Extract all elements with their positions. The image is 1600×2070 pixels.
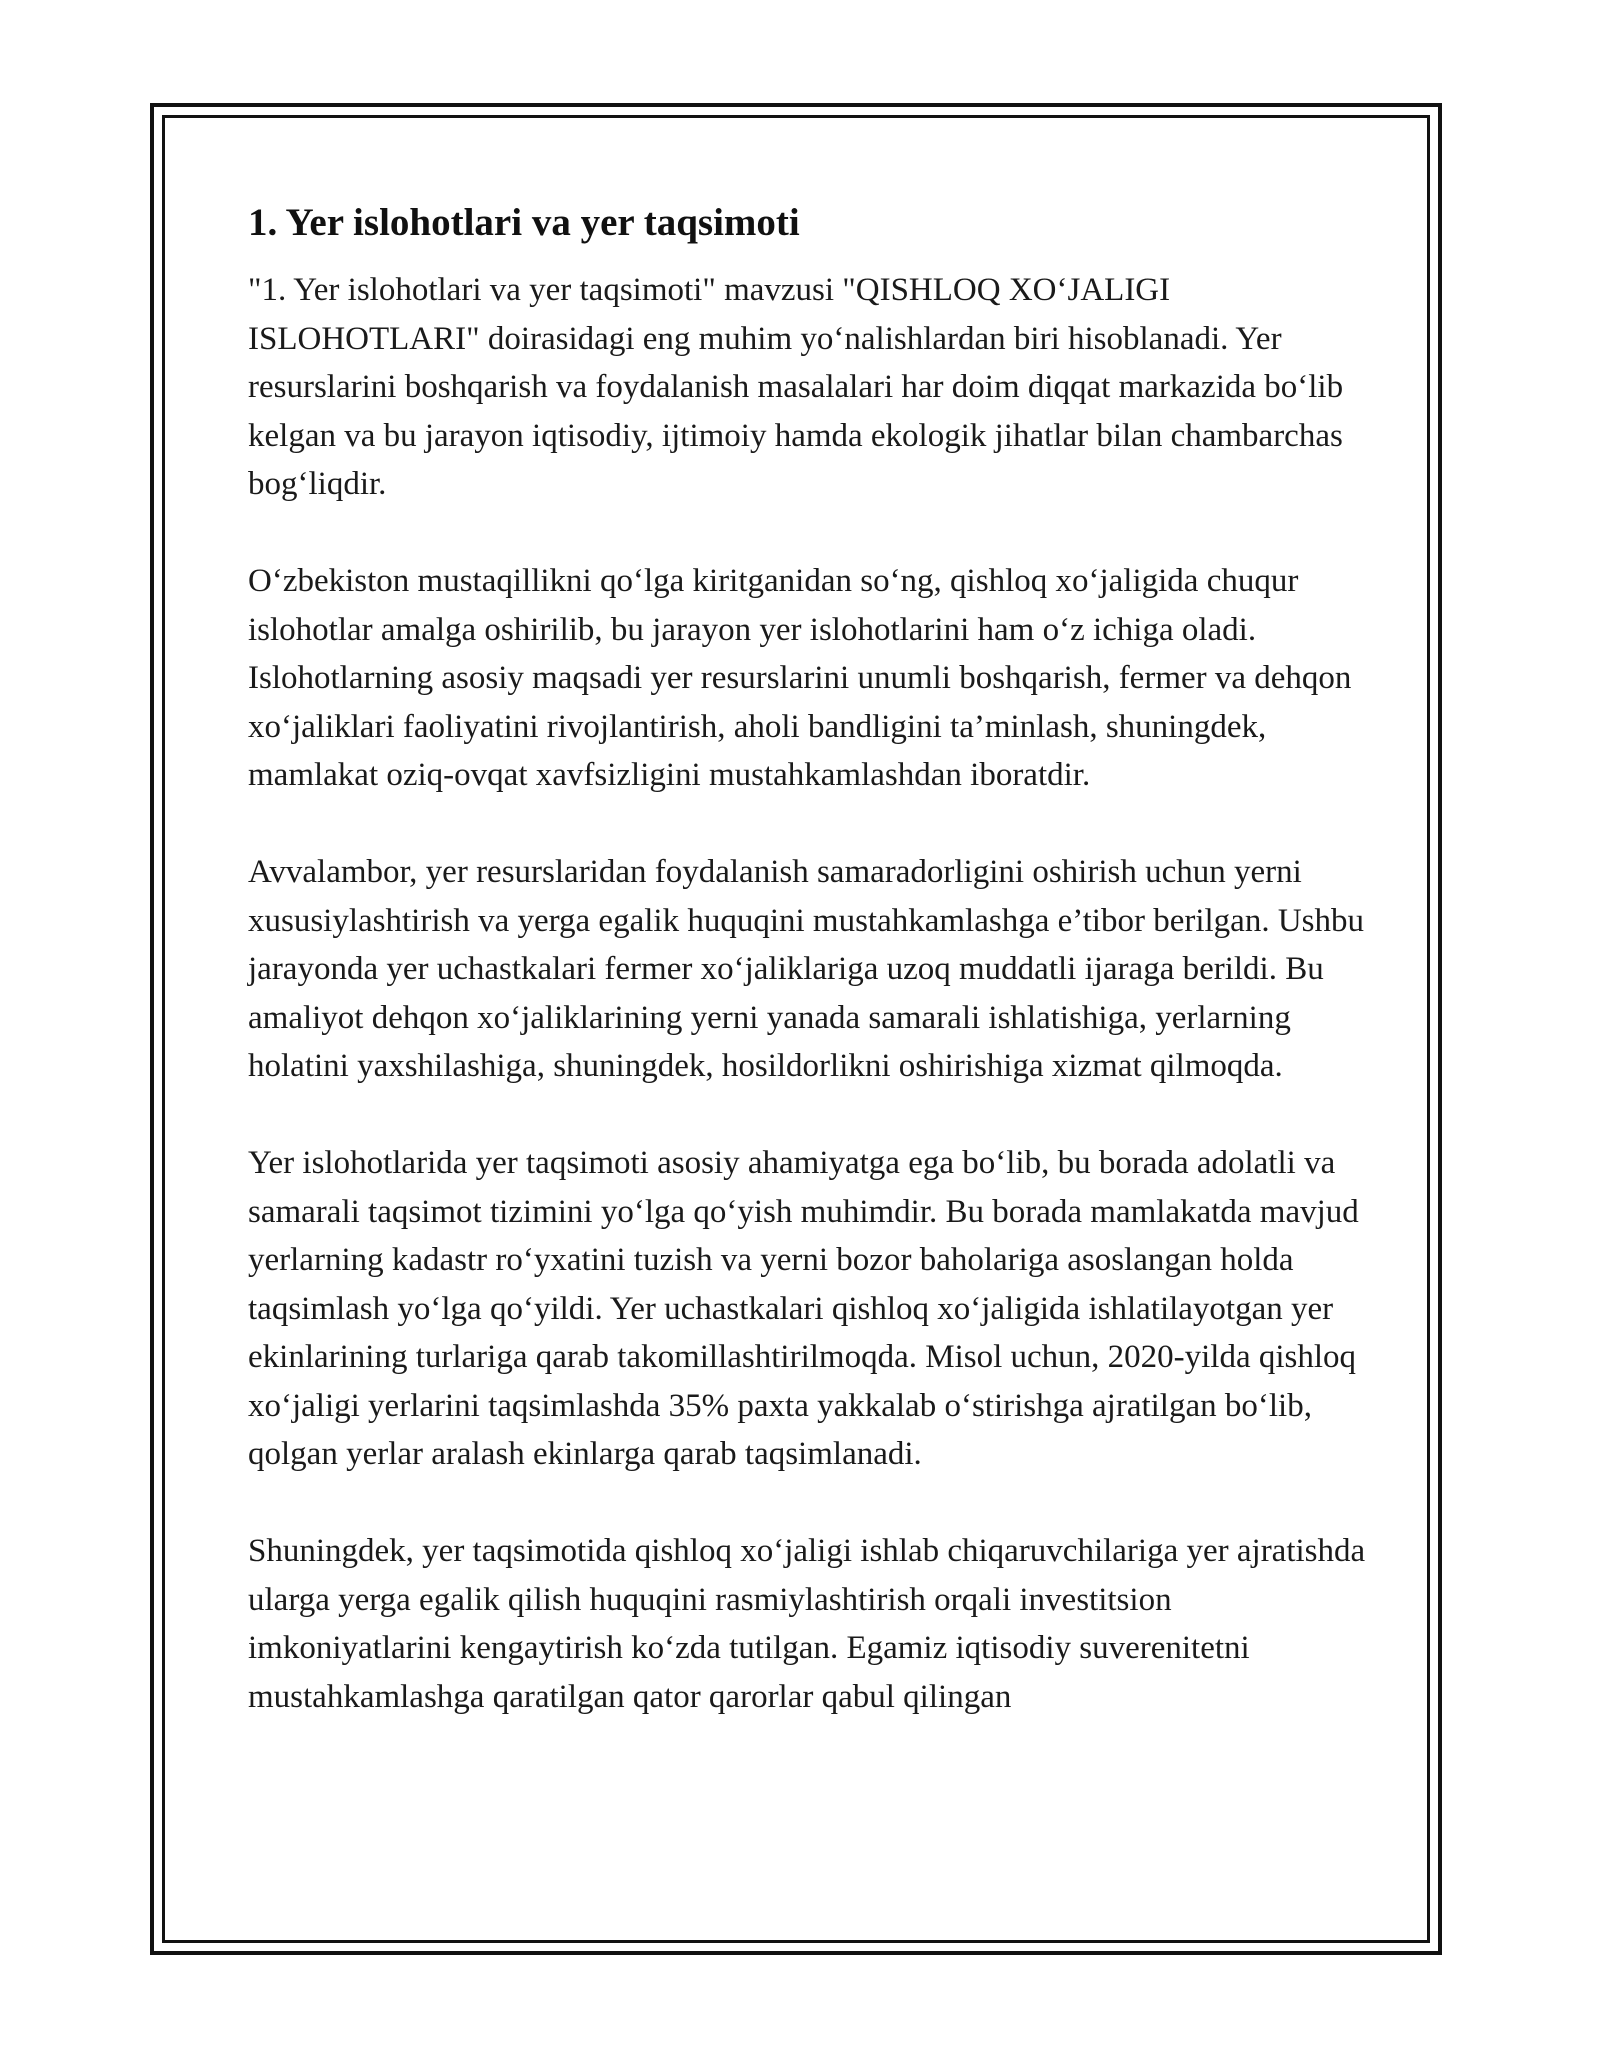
paragraph-3: Avvalambor, yer resurslaridan foydalanish samaradorligini oshirish uchun yerni xususiylashtirish va yerga egalik huquqini mustahkamlashga e’tibor berilgan. Ushbu jarayonda yer uchastkalari fermer xo‘jaliklariga uzoq muddatli ijaraga berildi. Bu amaliyot dehqon xo‘jaliklarining yerni yanada samarali ishlatishiga, yerlarning holatini yaxshilashiga, shuningdek, hosildorlikni oshirishiga xizmat qilmoqda. [248, 854, 1365, 1084]
paragraph-1: "1. Yer islohotlari va yer taqsimoti" mavzusi "QISHLOQ XO‘JALIGI ISLOHOTLARI" doirasidagi eng muhim yo‘nalishlardan biri hisoblanadi. Yer resurslarini boshqarish va foydalanish masalalari har doim diqqat markazida bo‘lib kelgan va bu jarayon iqtisodiy, ijtimoiy hamda ekologik jihatlar bilan chambarchas bog‘liqdir. [248, 272, 1344, 502]
section-heading: 1. Yer islohotlari va yer taqsimoti [248, 201, 800, 244]
document-body [248, 198, 1378, 1770]
paragraph-5: Shuningdek, yer taqsimotida qishloq xo‘jaligi ishlab chiqaruvchilariga yer ajratishda ularga yerga egalik qilish huquqini rasmiylashtirish orqali investitsion imkoniyatlarini kengaytirish ko‘zda tutilgan. Egamiz iqtisodiy suverenitetni mustahkamlashga qaratilgan qator qarorlar qabul qilingan [248, 1533, 1366, 1715]
paragraph-2: O‘zbekiston mustaqillikni qo‘lga kiritganidan so‘ng, qishloq xo‘jaligida chuqur islohotlar amalga oshirilib, bu jarayon yer islohotlarini ham o‘z ichiga oladi. Islohotlarning asosiy maqsadi yer resurslarini unumli boshqarish, fermer va dehqon xo‘jaliklari faoliyatini rivojlantirish, aholi bandligini ta’minlash, shuningdek, mamlakat oziq-ovqat xavfsizligini mustahkamlashdan iboratdir. [248, 563, 1352, 793]
paragraph-4: Yer islohotlarida yer taqsimoti asosiy ahamiyatga ega bo‘lib, bu borada adolatli va samarali taqsimot tizimini yo‘lga qo‘yish muhimdir. Bu borada mamlakatda mavjud yerlarning kadastr ro‘yxatini tuzish va yerni bozor baholariga asoslangan holda taqsimlash yo‘lga qo‘yildi. Yer uchastkalari qishloq xo‘jaligida ishlatilayotgan yer ekinlarining turlariga qarab takomillashtirilmoqda. Misol uchun, 2020-yilda qishloq xo‘jaligi yerlarini taqsimlashda 35% paxta yakkalab o‘stirishga ajratilgan bo‘lib, qolgan yerlar aralash ekinlarga qarab taqsimlanadi. [248, 1145, 1359, 1472]
page-border-inner [162, 115, 1430, 1943]
page-border-outer [150, 103, 1442, 1955]
